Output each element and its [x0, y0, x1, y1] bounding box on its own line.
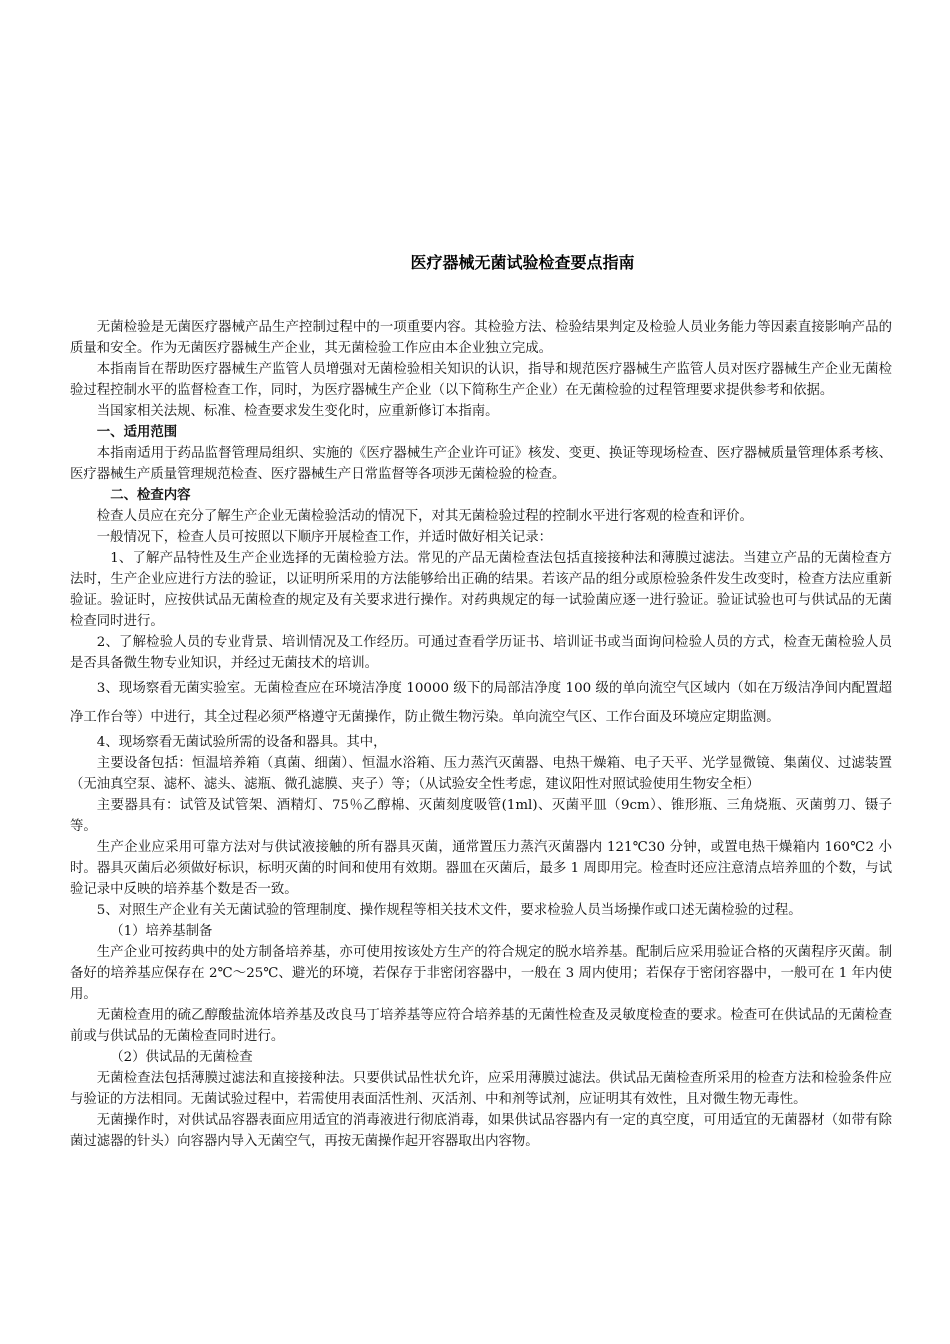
- paragraph-item-3: 3、现场察看无菌实验室。无菌检查应在环境洁净度 10000 级下的局部洁净度 100 级的单向流空气区域内（如在万级洁净间内配置超净工作台等）中进行，其全过程必须严格遵守无菌操作，防止微生物污染。单向流空气区、工作台面及环境应定期监测。: [70, 681, 892, 725]
- paragraph-order: 一般情况下，检查人员可按照以下顺序开展检查工作，并适时做好相关记录：: [96, 530, 553, 545]
- paragraph-utensils: 主要器具有：试管及试管架、酒精灯、75％乙醇棉、灭菌刻度吸管(1ml)、灭菌平皿（9cm）、锥形瓶、三角烧瓶、灭菌剪刀、镊子等。: [70, 798, 892, 834]
- paragraph-aseptic: 无菌操作时，对供试品容器表面应用适宜的消毒液进行彻底消毒，如果供试品容器内有一定的真空度，可用适宜的无菌器材（如带有除菌过滤器的针头）向容器内导入无菌空气，再按无菌操作起开容器取出内容物。: [70, 1113, 892, 1149]
- subheading-medium: （1）培养基制备: [110, 924, 213, 939]
- document-title: 医疗器械无菌试验检查要点指南: [410, 253, 635, 272]
- paragraph-item-1: 1、了解产品特性及生产企业选择的无菌检验方法。常见的产品无菌检查法包括直接接种法和薄膜过滤法。当建立产品的无菌检查方法时，生产企业应进行方法的验证，以证明所采用的方法能够给出正确的结果。若该产品的组分或原检验条件发生改变时，检查方法应重新验证。验证时，应按供试品无菌检查的规定及有关要求进行操作。对药典规定的每一试验菌应逐一进行验证。验证试验也可与供试品的无菌检查同时进行。: [70, 551, 892, 629]
- paragraph-medium: 生产企业可按药典中的处方制备培养基，亦可使用按该处方生产的符合规定的脱水培养基。配制后应采用验证合格的灭菌程序灭菌。制备好的培养基应保存在 2℃～25℃、避光的环境，若保存于非密闭容器中，一般在 3 周内使用；若保存于密闭容器中，一般可在 1 年内使用。: [70, 945, 892, 1002]
- paragraph-item-5: 5、对照生产企业有关无菌试验的管理制度、操作规程等相关技术文件，要求检验人员当场操作或口述无菌检验的过程。: [96, 903, 802, 918]
- paragraph-inspector: 检查人员应在充分了解生产企业无菌检验活动的情况下，对其无菌检验过程的控制水平进行客观的检查和评价。: [96, 509, 753, 524]
- subheading-sample-test: （2）供试品的无菌检查: [110, 1050, 253, 1065]
- section-heading-scope: 一、适用范围: [96, 425, 178, 440]
- paragraph-equipment: 主要设备包括：恒温培养箱（真菌、细菌）、恒温水浴箱、压力蒸汽灭菌器、电热干燥箱、电子天平、光学显微镜、集菌仪、过滤装置（无油真空泵、滤杯、滤头、滤瓶、微孔滤膜、夹子）等；（从试验安全性考虑，建议阳性对照试验使用生物安全柜）: [70, 756, 892, 792]
- paragraph-sterilization: 生产企业应采用可靠方法对与供试液接触的所有器具灭菌，通常置压力蒸汽灭菌器内 121℃30 分钟，或置电热干燥箱内 160℃2 小时。器具灭菌后必须做好标识，标明灭菌的时间和使用有效期。器皿在灭菌后，最多 1 周即用完。检查时还应注意清点培养皿的个数，与试验记录中反映的培养基个数是否一致。: [70, 840, 892, 897]
- paragraph-medium-check: 无菌检查用的硫乙醇酸盐流体培养基及改良马丁培养基等应符合培养基的无菌性检查及灵敏度检查的要求。检查可在供试品的无菌检查前或与供试品的无菌检查同时进行。: [70, 1008, 892, 1044]
- paragraph-item-4: 4、现场察看无菌试验所需的设备和器具。其中，: [96, 735, 387, 750]
- paragraph-item-2: 2、了解检验人员的专业背景、培训情况及工作经历。可通过查看学历证书、培训证书或当面询问检验人员的方式，检查无菌检验人员是否具备微生物专业知识，并经过无菌技术的培训。: [70, 635, 892, 671]
- paragraph-scope: 本指南适用于药品监督管理局组织、实施的《医疗器械生产企业许可证》核发、变更、换证等现场检查、医疗器械质量管理体系考核、医疗器械生产质量管理规范检查、医疗器械生产日常监督等各项涉无菌检验的检查。: [70, 446, 892, 482]
- paragraph-methods: 无菌检查法包括薄膜过滤法和直接接种法。只要供试品性状允许，应采用薄膜过滤法。供试品无菌检查所采用的检查方法和检验条件应与验证的方法相同。无菌试验过程中，若需使用表面活性剂、灭活剂、中和剂等试剂，应证明其有效性，且对微生物无毒性。: [70, 1071, 892, 1107]
- document-body: [70, 317, 892, 1152]
- paragraph-purpose: 本指南旨在帮助医疗器械生产监管人员增强对无菌检验相关知识的认识，指导和规范医疗器械生产监管人员对医疗器械生产企业无菌检验过程控制水平的监督检查工作，同时，为医疗器械生产企业（以下简称生产企业）在无菌检验的过程管理要求提供参考和依据。: [70, 362, 892, 398]
- paragraph-revision: 当国家相关法规、标准、检查要求发生变化时，应重新修订本指南。: [96, 404, 499, 419]
- section-heading-content: 二、检查内容: [110, 488, 191, 503]
- paragraph-intro: 无菌检验是无菌医疗器械产品生产控制过程中的一项重要内容。其检验方法、检验结果判定及检验人员业务能力等因素直接影响产品的质量和安全。作为无菌医疗器械生产企业，其无菌检验工作应由本企业独立完成。: [70, 320, 892, 356]
